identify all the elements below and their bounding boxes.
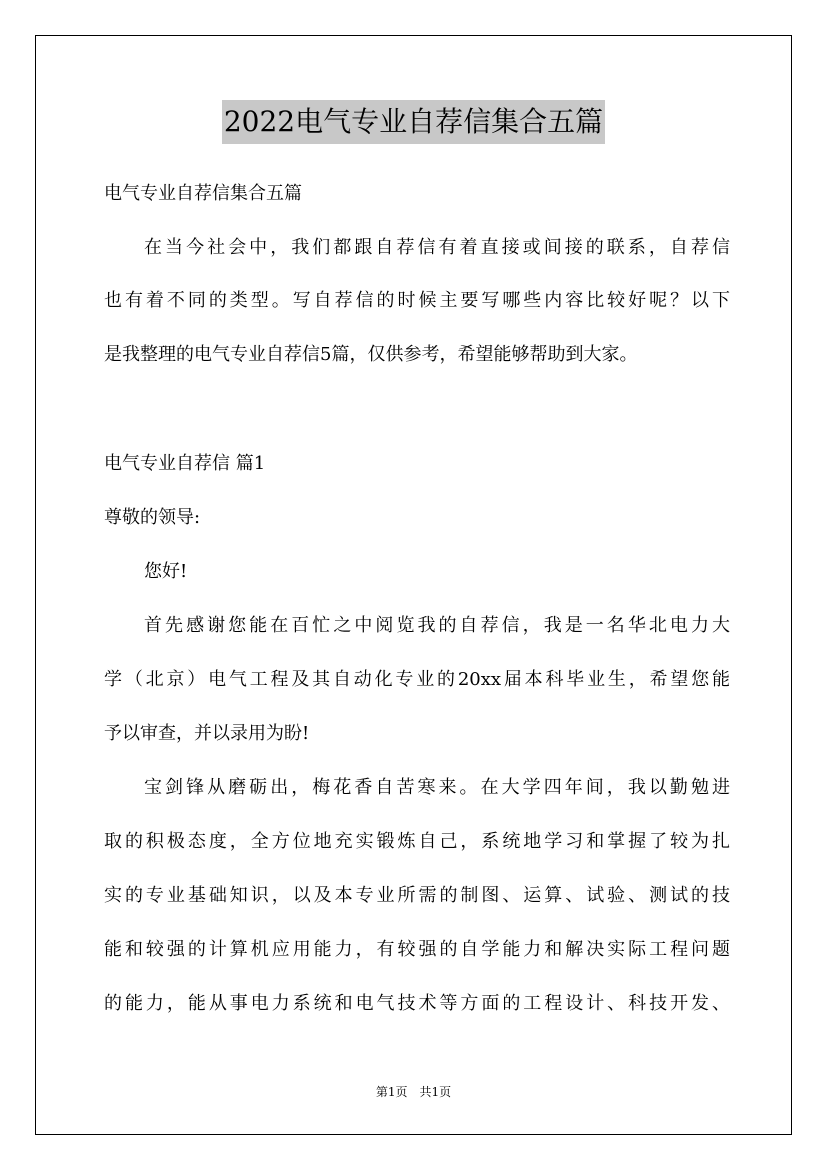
paragraph1-line-2: 学（北京）电气工程及其自动化专业的20xx届本科毕业生，希望您能 <box>104 669 730 690</box>
page-footer: 第1页 共1页 <box>375 1085 452 1099</box>
title-container <box>0 100 827 144</box>
paragraph1-line-1: 首先感谢您能在百忙之中阅览我的自荐信，我是一名华北电力大 <box>144 615 730 636</box>
subtitle: 电气专业自荐信集合五篇 <box>104 183 302 204</box>
greeting: 您好! <box>144 561 188 582</box>
section-heading: 电气专业自荐信 篇1 <box>104 453 266 474</box>
document-title: 2022电气专业自荐信集合五篇 <box>222 100 605 144</box>
paragraph2-line-5: 的能力，能从事电力系统和电气技术等方面的工程设计、科技开发、 <box>104 993 730 1014</box>
intro-line-2: 也有着不同的类型。写自荐信的时候主要写哪些内容比较好呢？以下 <box>104 290 730 311</box>
intro-line-1: 在当今社会中，我们都跟自荐信有着直接或间接的联系，自荐信 <box>144 237 730 258</box>
paragraph2-line-1: 宝剑锋从磨砺出，梅花香自苦寒来。在大学四年间，我以勤勉进 <box>144 777 730 798</box>
paragraph1-line-3: 予以审查，并以录用为盼! <box>104 723 310 744</box>
paragraph2-line-4: 能和较强的计算机应用能力，有较强的自学能力和解决实际工程问题 <box>104 939 730 960</box>
paragraph2-line-3: 实的专业基础知识，以及本专业所需的制图、运算、试验、测试的技 <box>104 885 730 906</box>
paragraph2-line-2: 取的积极态度，全方位地充实锻炼自己，系统地学习和掌握了较为扎 <box>104 831 730 852</box>
salutation: 尊敬的领导: <box>104 507 201 528</box>
intro-line-3: 是我整理的电气专业自荐信5篇，仅供参考，希望能够帮助到大家。 <box>104 344 638 365</box>
